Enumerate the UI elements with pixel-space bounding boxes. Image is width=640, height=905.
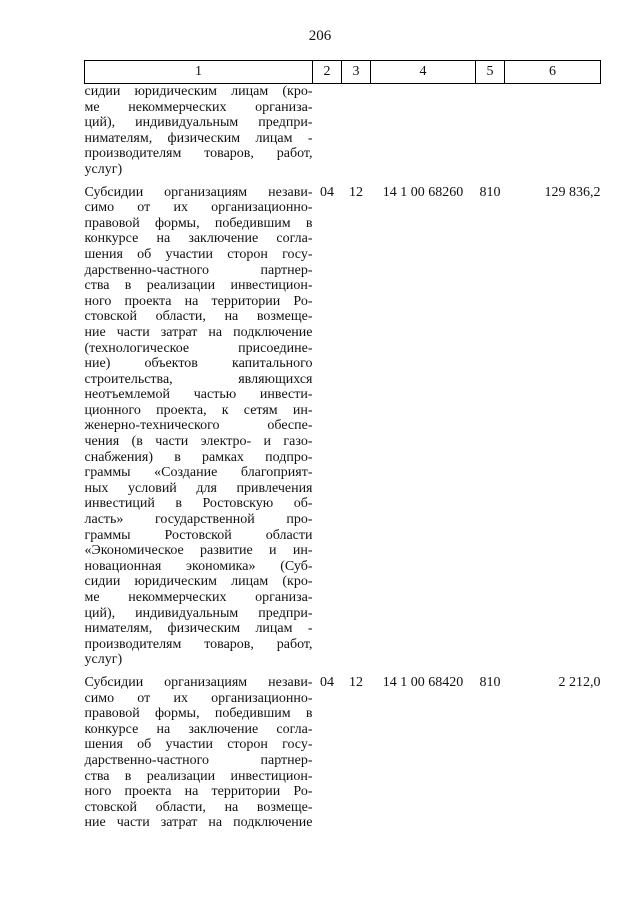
table-body xyxy=(85,84,601,831)
section-code: 04 xyxy=(320,674,334,690)
description-line: услуг) xyxy=(84,652,123,668)
description-line: ласть» государственной про- xyxy=(84,512,313,528)
target-article-code: 14 1 00 68420 xyxy=(382,674,464,690)
description-line: ме некоммерческих организа- xyxy=(84,99,313,115)
subsection-code: 12 xyxy=(349,674,363,690)
amount xyxy=(505,84,601,178)
description-line: производителям товаров, работ, xyxy=(84,146,313,162)
description-line: Субсидии организациям незави- xyxy=(84,184,313,200)
column-header: 4 xyxy=(371,61,476,84)
description-line: «Экономическое развитие и ин- xyxy=(84,543,313,559)
description-line: ние части затрат на подключение xyxy=(84,815,313,831)
section-code xyxy=(313,84,342,178)
description-line: правовой формы, победившим в xyxy=(84,706,313,722)
description-line: нимателям, физическим лицам - xyxy=(84,130,313,146)
description-line: граммы Ростовской области xyxy=(84,527,313,543)
description-line: новационная экономика» (Суб- xyxy=(84,558,313,574)
description-line: строительства, являющихся xyxy=(84,371,313,387)
target-article-code xyxy=(371,84,476,178)
description-line: конкурсе на заключение согла- xyxy=(84,721,313,737)
column-header: 6 xyxy=(505,61,601,84)
table-row xyxy=(85,178,601,668)
description-line: сидии юридическим лицам (кро- xyxy=(84,84,313,99)
row-description xyxy=(85,84,313,178)
amount: 129 836,2 xyxy=(544,184,601,200)
row-description xyxy=(85,178,313,668)
description-line: ства в реализации инвестицион- xyxy=(84,278,313,294)
description-line: (технологическое присоедине- xyxy=(84,340,313,356)
description-line: граммы «Создание благоприят- xyxy=(84,465,313,481)
description-line: ных условий для привлечения xyxy=(84,480,313,496)
subsection-code: 12 xyxy=(349,184,363,200)
page-number: 206 xyxy=(308,28,332,44)
description-line: ние) объектов капитального xyxy=(84,356,313,372)
amount: 2 212,0 xyxy=(558,674,601,690)
description-line: стовской области, на возмеще- xyxy=(84,799,313,815)
expense-type-code xyxy=(476,84,505,178)
description-line: сидии юридическим лицам (кро- xyxy=(84,574,313,590)
description-line: симо от их организационно- xyxy=(84,690,313,706)
description-line: шения об участии сторон госу- xyxy=(84,246,313,262)
description-line: стовской области, на возмеще- xyxy=(84,309,313,325)
description-line: ние части затрат на подключение xyxy=(84,324,313,340)
table-header-row xyxy=(85,61,601,84)
description-line: инвестиций в Ростовскую об- xyxy=(84,496,313,512)
description-line: услуг) xyxy=(84,161,123,177)
table-row xyxy=(85,84,601,178)
description-line: чения (в части электро- и газо- xyxy=(84,434,313,450)
target-article-code: 14 1 00 68260 xyxy=(382,184,464,200)
expense-type-code: 810 xyxy=(479,184,501,200)
description-line: шения об участии сторон госу- xyxy=(84,737,313,753)
subsection-code xyxy=(342,84,371,178)
expense-type-code: 810 xyxy=(479,674,501,690)
description-line: женерно-технического обеспе- xyxy=(84,418,313,434)
description-line: ций), индивидуальным предпри- xyxy=(84,115,313,131)
column-header: 5 xyxy=(476,61,505,84)
table-row xyxy=(85,668,601,831)
description-line: правовой формы, победившим в xyxy=(84,215,313,231)
section-code: 04 xyxy=(320,184,334,200)
description-line: снабжения) в рамках подпро- xyxy=(84,449,313,465)
row-description xyxy=(85,668,313,831)
description-line: симо от их организационно- xyxy=(84,200,313,216)
description-line: неотъемлемой частью инвести- xyxy=(84,387,313,403)
column-header: 2 xyxy=(313,61,342,84)
description-line: нимателям, физическим лицам - xyxy=(84,621,313,637)
description-line: ного проекта на территории Ро- xyxy=(84,293,313,309)
description-line: ного проекта на территории Ро- xyxy=(84,784,313,800)
description-line: дарственно-частного партнер- xyxy=(84,262,313,278)
description-line: ства в реализации инвестицион- xyxy=(84,768,313,784)
column-header: 3 xyxy=(342,61,371,84)
description-line: Субсидии организациям незави- xyxy=(84,674,313,690)
description-line: конкурсе на заключение согла- xyxy=(84,231,313,247)
description-line: ций), индивидуальным предпри- xyxy=(84,605,313,621)
description-line: дарственно-частного партнер- xyxy=(84,752,313,768)
budget-table xyxy=(84,60,601,831)
column-header: 1 xyxy=(85,61,313,84)
description-line: ме некоммерческих организа- xyxy=(84,590,313,605)
description-line: производителям товаров, работ, xyxy=(84,636,313,652)
description-line: ционного проекта, к сетям ин- xyxy=(84,402,313,418)
